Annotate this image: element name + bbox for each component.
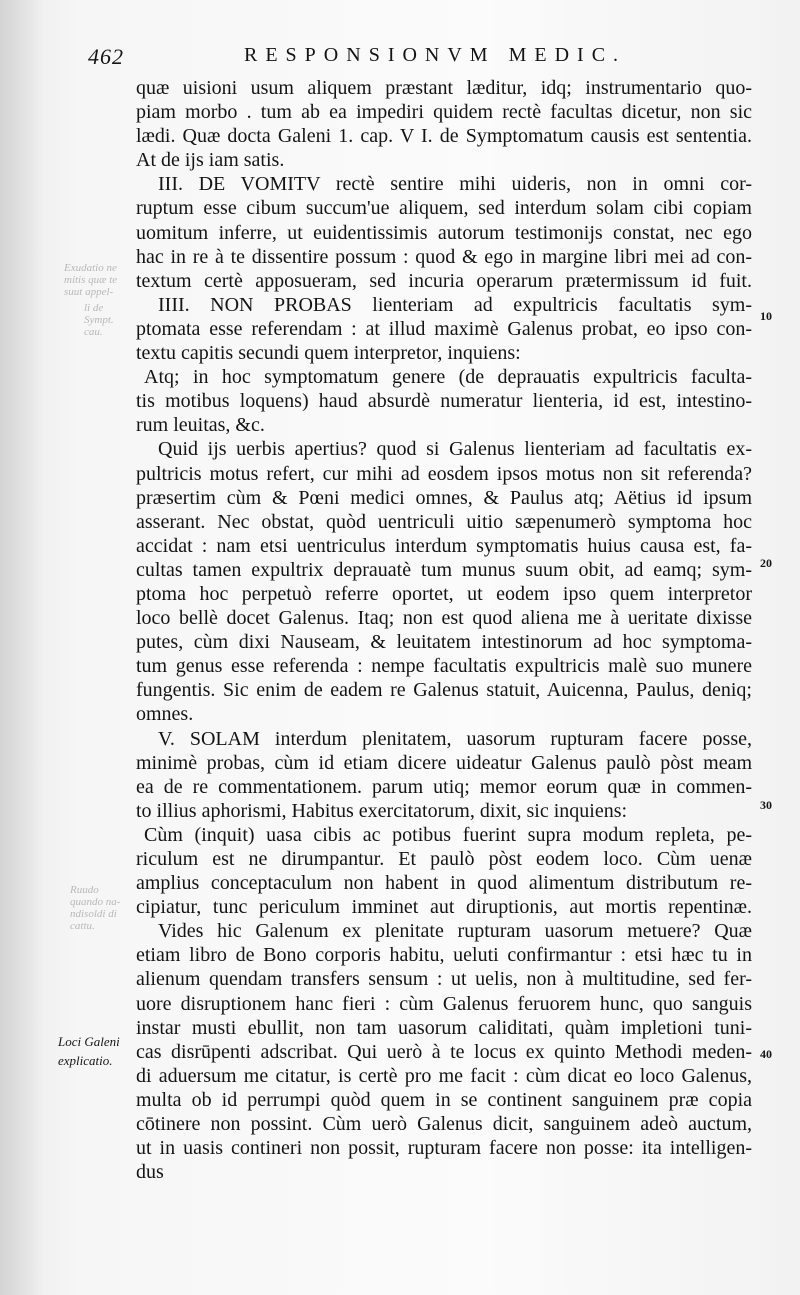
quotation-line: Cùm (inquit) uasa cibis ac potibus fuerint supra modum repleta, pe- bbox=[144, 823, 752, 846]
text-line: quæ uisioni usum aliquem præstant læditur, idq; instrumentario quo- bbox=[136, 77, 752, 99]
text-line: putes, cùm dixi Nauseam, & leuitatem intestinorum ad hoc symptoma- bbox=[136, 631, 752, 654]
text-line: ptoma hoc perpetuò referre oportet, ut eodem ipso quem interpretor bbox=[136, 582, 752, 605]
text-line: accidat : nam etsi uentriculus interdum symptomatis huius causa est, fa- bbox=[136, 534, 752, 557]
text-line: textum certè apposueram, sed incuria operarum prætermissum id fuit. bbox=[136, 269, 752, 292]
text-line: etiam libro de Bono corporis habitu, ueluti confirmantur : etsi hæc tu in bbox=[136, 944, 752, 967]
running-head: RESPONSIONVM MEDIC. bbox=[244, 44, 627, 66]
line-number: 40 bbox=[760, 1047, 772, 1061]
bleed-through-note: Ruudo quando na- ndisoldi di cattu. bbox=[70, 884, 121, 932]
body-text bbox=[136, 76, 752, 1184]
text-line: ea de re commentationem. parum utiq; memor eorum quæ in commen- bbox=[136, 775, 752, 798]
text-line: cultas tamen expultrix deprauatè tum munus suum obit, ad eamq; sym- bbox=[136, 558, 752, 581]
quotation-line: amplius conceptaculum non habent in quod alimentum distributum re- bbox=[136, 872, 752, 895]
text-line: minimè probas, cùm id etiam dicere uideatur Galenus paulò pòst meam bbox=[136, 751, 752, 774]
text-line: At de ijs iam satis. bbox=[136, 149, 285, 172]
text-line: multa ob id perrumpi quòd quem in se continent sanguinem præ copia bbox=[136, 1088, 752, 1111]
section-heading-line: IIII. NON PROBAS lienteriam ad expultricis facultatis sym- bbox=[158, 293, 752, 316]
text-line: piam morbo . tum ab ea impediri quidem rectè facultas dicetur, non sic bbox=[136, 101, 752, 124]
text-line: pultricis motus refert, cur mihi ad eosdem ipsos motus non sit referenda? bbox=[136, 462, 752, 485]
section-heading-line: III. DE VOMITV rectè sentire mihi uideris, non in omni cor- bbox=[158, 173, 752, 196]
text-line: tum genus esse referenda : nempe facultatis expultricis malè suo munere bbox=[136, 655, 752, 678]
quotation-line: tis motibus loquens) haud absurdè numeratur lienteria, id est, intestino- bbox=[136, 390, 752, 413]
line-number: 30 bbox=[760, 798, 772, 812]
section-heading-line: V. SOLAM interdum plenitatem, uasorum rupturam facere posse, bbox=[158, 727, 752, 750]
text-line: uore disruptionem hanc fieri : cùm Galenus feruorem hunc, quo sanguis bbox=[136, 992, 752, 1015]
text-line: ut in uasis contineri non possit, rupturam facere non posse: ita intelligen- bbox=[136, 1137, 752, 1160]
margin-note bbox=[58, 1032, 138, 1070]
text-line: alienum quendam transfers sensum : ut uelis, non à multitudine, sed fer- bbox=[136, 968, 752, 991]
text-line: asserant. Nec obstat, quòd uentriculi uitio sæpenumerò symptoma hoc bbox=[136, 510, 752, 533]
quotation-line: cipiatur, tunc periculum imminet aut diruptionis, aut mortis repentinæ. bbox=[136, 896, 752, 919]
text-line: hac in re à te dissentire possum : quod & ego in margine libri mei ad con- bbox=[136, 245, 752, 268]
text-line: to illius aphorismi, Habitus exercitatorum, dixit, sic inquiens: bbox=[136, 799, 628, 822]
text-line: Quid ijs uerbis apertius? quod si Galenus lienteriam ad facultatis ex- bbox=[158, 438, 752, 461]
text-line: cōtinere non possint. Cùm uerò Galenus dicit, sanguinem adeò auctum, bbox=[136, 1113, 752, 1136]
text-line: fungentis. Sic enim de eadem re Galenus statuit, Auicenna, Paulus, deniq; bbox=[136, 679, 752, 702]
text-line: præsertim cùm & Pœni medici omnes, & Paulus atq; Aëtius id ipsum bbox=[136, 486, 752, 509]
catchword: dus bbox=[136, 1161, 164, 1184]
bleed-through-note: li de Sympt. cau. bbox=[84, 302, 114, 338]
text-line: instar musti ebullit, non tam uasorum caliditati, quàm impletioni tuni- bbox=[136, 1016, 752, 1039]
text-line: uomitum inferre, ut euidentissimis autorum testimonijs constat, nec ego bbox=[136, 221, 752, 244]
text-line: Vides hic Galenum ex plenitate rupturam uasorum metuere? Quæ bbox=[158, 920, 752, 943]
quotation-line: rum leuitas, &c. bbox=[136, 414, 265, 437]
bleed-through-note: Exudatio ne mitis quæ te suut appel- bbox=[64, 262, 118, 298]
text-line: textu capitis secundi quem interpretor, inquiens: bbox=[136, 342, 521, 365]
text-line: di aduersum me citatur, is certè pro me facit : cùm dicat eo loco Galenus, bbox=[136, 1064, 752, 1087]
text-line: loco bellè docet Galenus. Itaq; non est quod aliena me à ueritate dixisse bbox=[136, 607, 752, 630]
margin-note-line: explicatio. bbox=[58, 1053, 113, 1068]
text-line: lædi. Quæ docta Galeni 1. cap. V I. de Symptomatum causis est sententia. bbox=[136, 125, 752, 148]
text-line: ruptum esse cibum succum'ue aliquem, sed interdum solam cibi copiam bbox=[136, 197, 752, 220]
quotation-line: riculum est ne dirumpantur. Et paulò pòst eodem loco. Cùm uenæ bbox=[136, 848, 752, 870]
page-gutter-shadow bbox=[0, 0, 44, 1295]
page-number: 462 bbox=[88, 44, 124, 69]
margin-note-line: Loci Galeni bbox=[58, 1034, 120, 1049]
quotation-line: Atq; in hoc symptomatum genere (de deprauatis expultricis faculta- bbox=[144, 366, 752, 389]
line-number: 10 bbox=[760, 309, 772, 323]
text-line: omnes. bbox=[136, 703, 194, 726]
text-line: ptomata esse referendam : at illud maximè Galenus probat, eo ipso con- bbox=[136, 317, 752, 340]
line-number: 20 bbox=[760, 556, 772, 570]
text-line: cas disrūpenti adscribat. Qui uerò à te locus ex quinto Methodi meden- bbox=[136, 1040, 752, 1063]
